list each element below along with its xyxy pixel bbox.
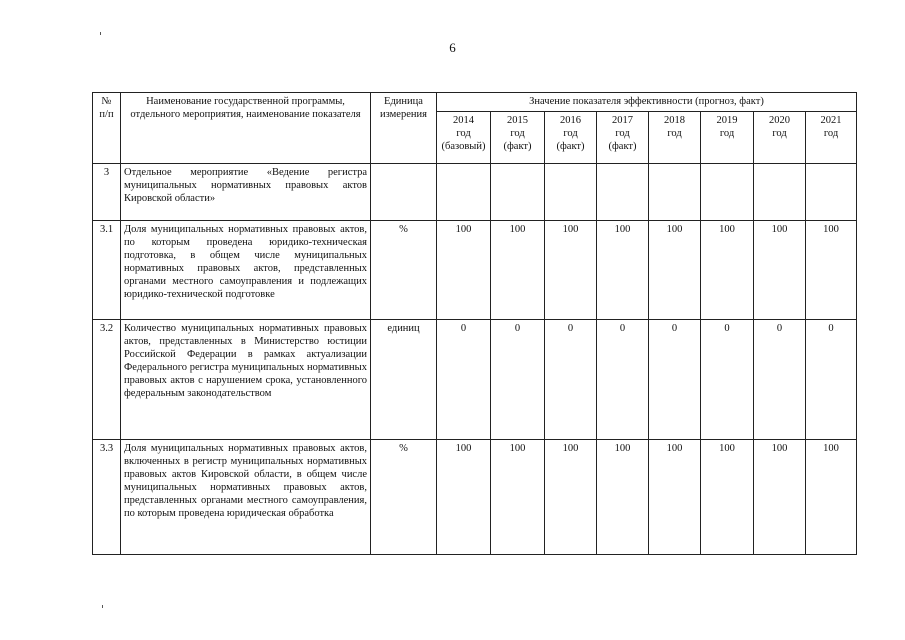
table-row — [93, 164, 857, 221]
value-cell: 100 — [545, 221, 597, 320]
value-cell: 100 — [806, 440, 857, 555]
row-number: 3 — [93, 164, 121, 221]
value-cell: 100 — [491, 221, 545, 320]
header-year — [754, 112, 806, 164]
table-header — [93, 93, 857, 164]
header-unit: Единица измерения — [371, 93, 437, 164]
table-row — [93, 221, 857, 320]
unit-of-measure: % — [371, 221, 437, 320]
page-number: 6 — [449, 40, 456, 55]
header-year — [806, 112, 857, 164]
header-year — [701, 112, 754, 164]
value-cell: 100 — [701, 221, 754, 320]
header-year — [491, 112, 545, 164]
value-cell — [597, 164, 649, 221]
value-cell — [806, 164, 857, 221]
year-status: (факт) — [608, 141, 637, 152]
year-word: год — [615, 128, 630, 139]
value-cell — [491, 164, 545, 221]
year-word: год — [719, 128, 735, 139]
year-number: 2017 — [612, 115, 633, 126]
row-number: 3.3 — [93, 440, 121, 555]
value-cell: 0 — [597, 320, 649, 440]
indicator-name: Отдельное мероприятие «Ведение регистра муниципальных нормативных правовых актов Кировской области» — [121, 164, 371, 221]
table-row — [93, 320, 857, 440]
value-cell: 100 — [437, 221, 491, 320]
value-cell — [649, 164, 701, 221]
value-cell: 0 — [649, 320, 701, 440]
unit-of-measure — [371, 164, 437, 221]
year-number: 2015 — [507, 115, 528, 126]
value-cell — [754, 164, 806, 221]
year-status: (базовый) — [441, 141, 486, 152]
value-cell: 0 — [491, 320, 545, 440]
header-year — [649, 112, 701, 164]
indicator-name: Доля муниципальных нормативных правовых актов, по которым проведена юридико-техническая подготовка, в общем числе муниципальных нормативных правовых актов, представленных органами местного самоуправления и подлежащих юридико-технической подготовке — [121, 221, 371, 320]
indicator-name: Количество муниципальных нормативных правовых актов, представленных в Министерство юстиции Российской Федерации в рамках актуализации Федерального регистра муниципальных нормативных правовых актов с нарушением срока, установленного федеральным законодательством — [121, 320, 371, 440]
header-year — [597, 112, 649, 164]
value-cell: 0 — [754, 320, 806, 440]
value-cell — [437, 164, 491, 221]
value-cell: 100 — [437, 440, 491, 555]
value-cell — [545, 164, 597, 221]
value-cell: 0 — [545, 320, 597, 440]
year-word: год — [563, 128, 578, 139]
header-num: № п/п — [93, 93, 121, 164]
year-number: 2021 — [820, 115, 842, 126]
row-number: 3.1 — [93, 221, 121, 320]
year-number: 2018 — [664, 115, 685, 126]
value-cell: 100 — [491, 440, 545, 555]
year-number: 2014 — [453, 115, 474, 126]
value-cell: 100 — [597, 440, 649, 555]
scan-speck — [100, 32, 101, 35]
value-cell: 100 — [754, 221, 806, 320]
header-name: Наименование государственной программы, отдельного мероприятия, наименование показателя — [121, 93, 371, 164]
header-year — [545, 112, 597, 164]
year-number: 2016 — [560, 115, 581, 126]
year-word: год — [510, 128, 525, 139]
table-body — [93, 164, 857, 555]
value-cell — [701, 164, 754, 221]
year-number: 2019 — [716, 115, 738, 126]
year-status: (факт) — [503, 141, 532, 152]
value-cell: 100 — [701, 440, 754, 555]
value-cell: 0 — [701, 320, 754, 440]
header-year — [437, 112, 491, 164]
year-word: год — [823, 128, 839, 139]
indicator-name: Доля муниципальных нормативных правовых актов, включенных в регистр муниципальных нормативных правовых актов Кировской области, в общем числе муниципальных нормативных правовых актов, представленных органами местного самоуправления, по которым проведена юридическая обработка — [121, 440, 371, 555]
year-word: год — [456, 128, 471, 139]
header-values-group: Значение показателя эффективности (прогноз, факт) — [437, 93, 857, 112]
year-word: год — [667, 128, 682, 139]
value-cell: 100 — [806, 221, 857, 320]
year-word: год — [772, 128, 787, 139]
year-status: (факт) — [556, 141, 585, 152]
value-cell: 100 — [545, 440, 597, 555]
value-cell: 0 — [806, 320, 857, 440]
value-cell: 0 — [437, 320, 491, 440]
value-cell: 100 — [597, 221, 649, 320]
unit-of-measure: единиц — [371, 320, 437, 440]
unit-of-measure: % — [371, 440, 437, 555]
indicators-table — [92, 92, 857, 555]
row-number: 3.2 — [93, 320, 121, 440]
scan-speck — [102, 605, 103, 608]
value-cell: 100 — [754, 440, 806, 555]
year-number: 2020 — [769, 115, 790, 126]
table-row — [93, 440, 857, 555]
value-cell: 100 — [649, 440, 701, 555]
value-cell: 100 — [649, 221, 701, 320]
